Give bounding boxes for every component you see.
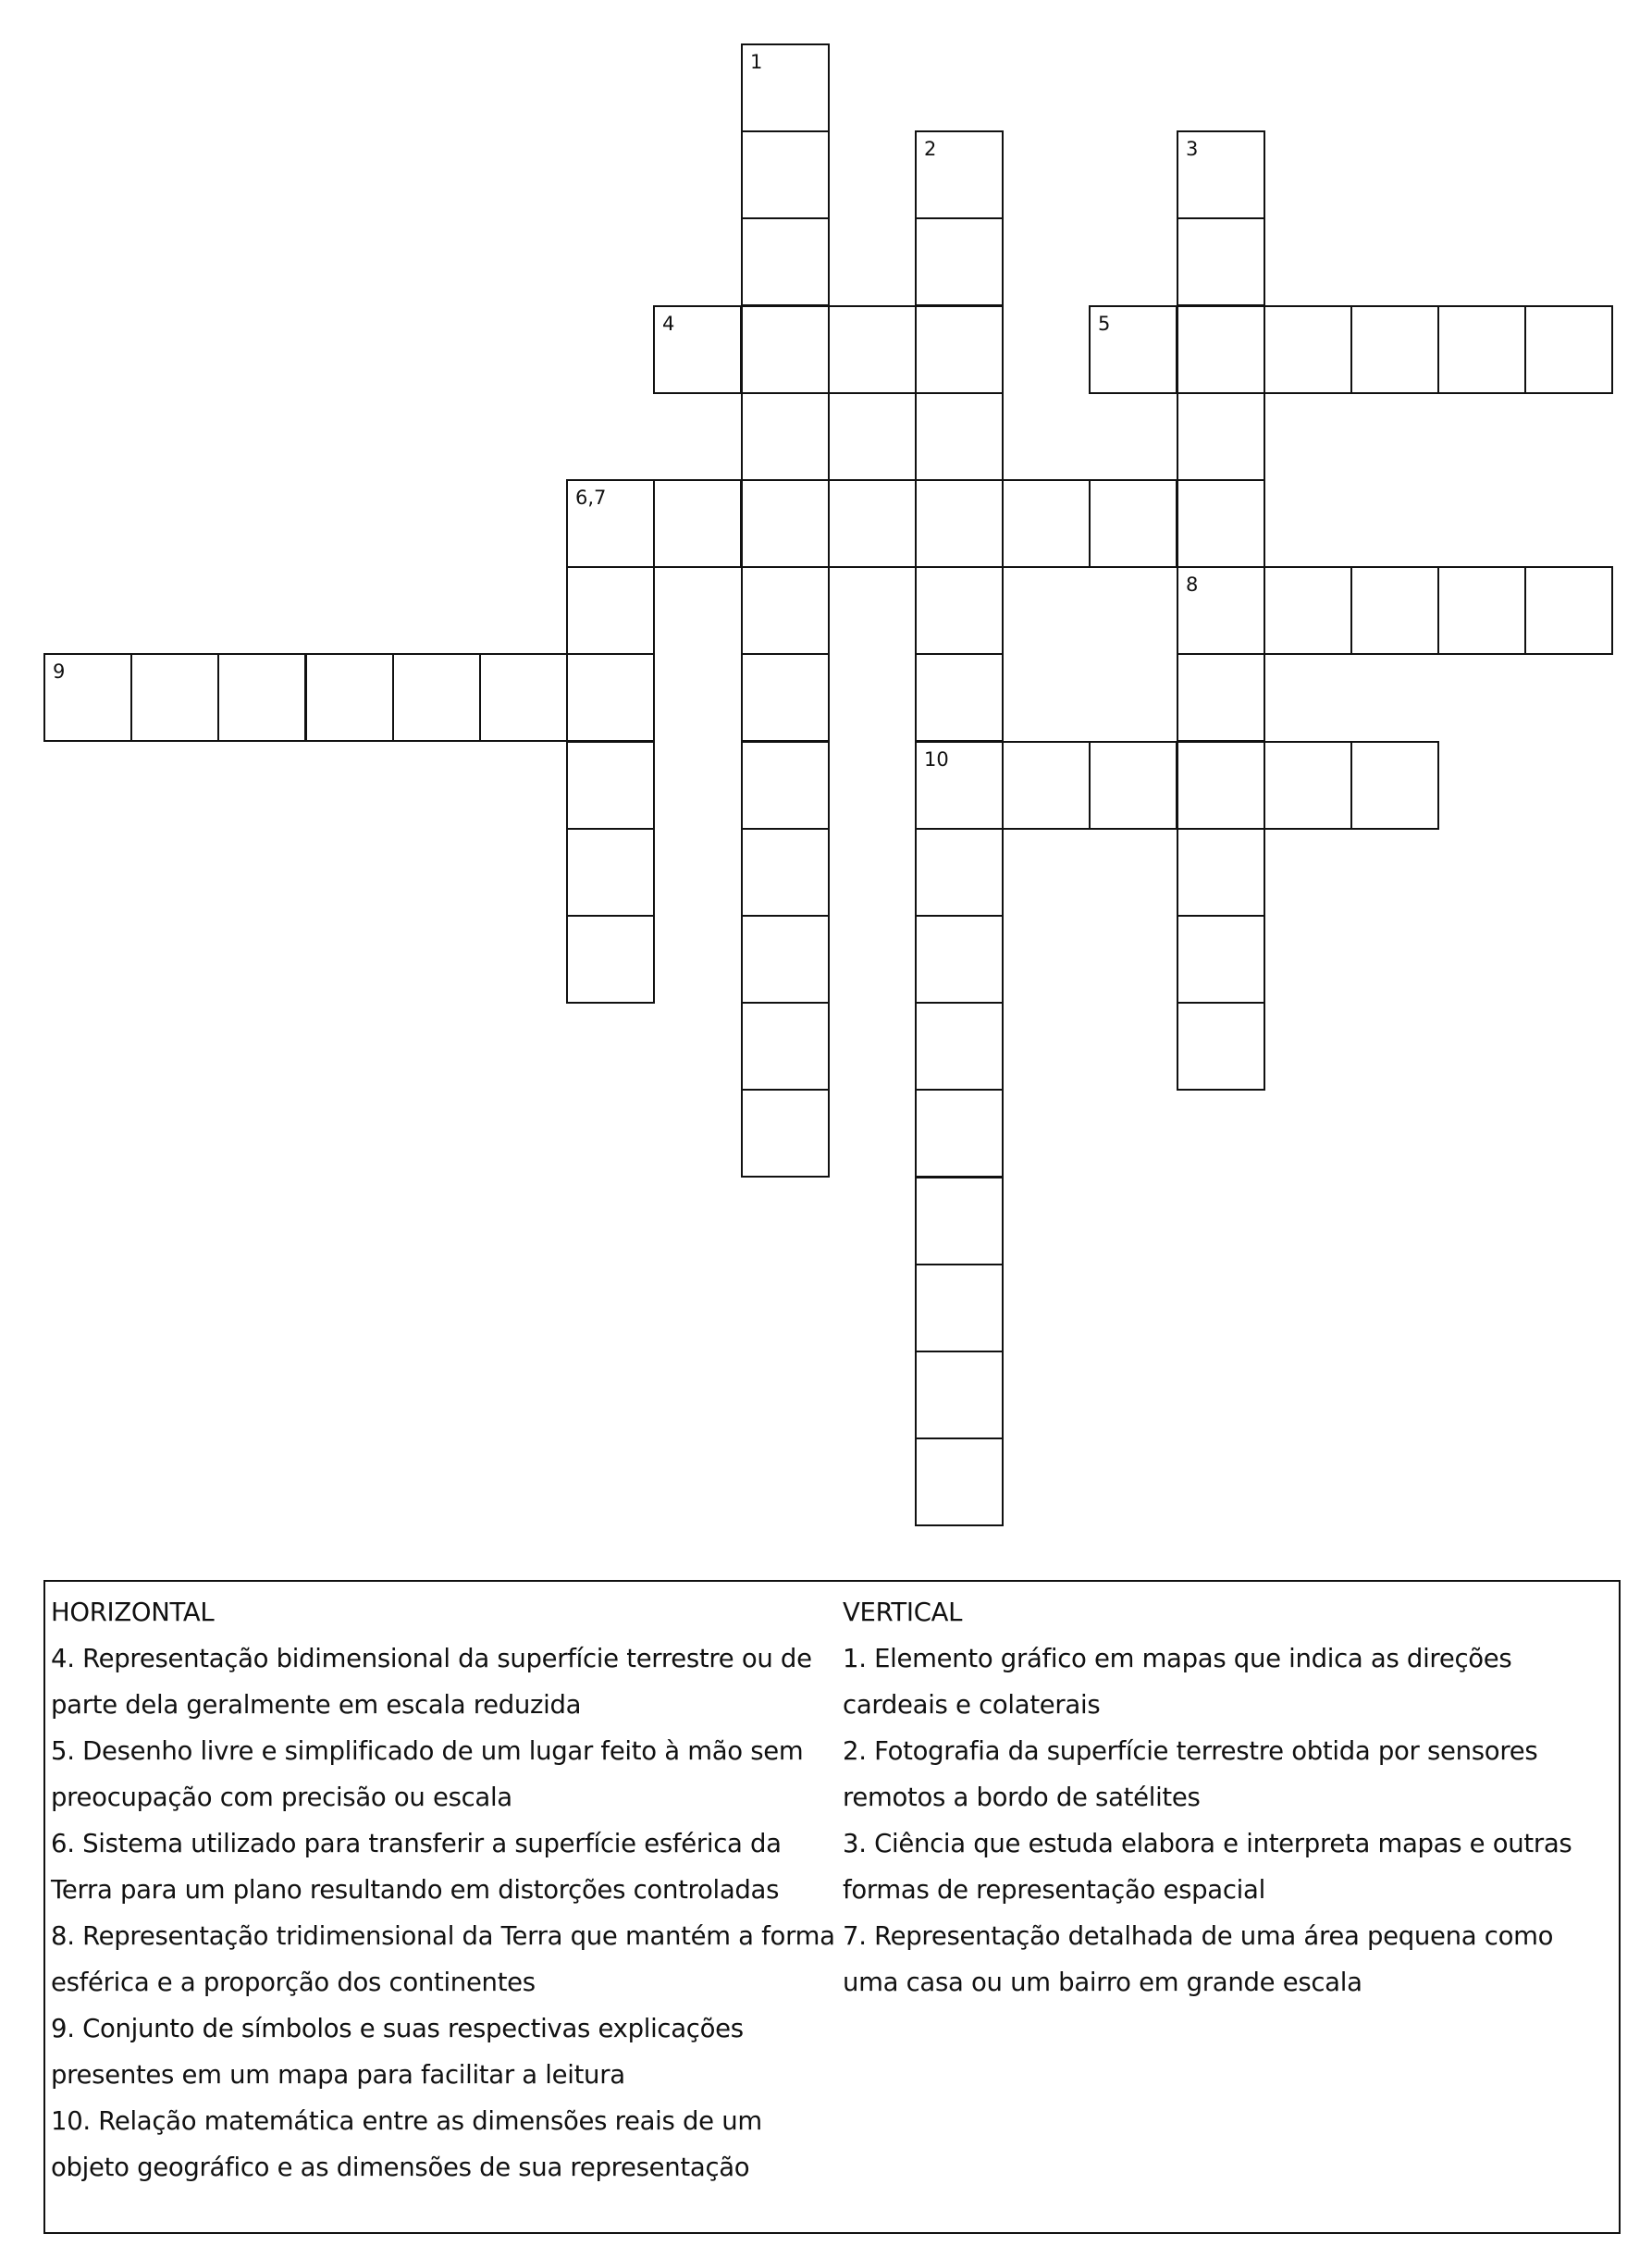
grid-cell[interactable] (915, 217, 1004, 306)
grid-cell[interactable] (130, 653, 219, 742)
clue-number: 2 (924, 138, 937, 160)
grid-cell[interactable] (1264, 741, 1352, 830)
grid-cell[interactable] (915, 1264, 1004, 1352)
grid-cell[interactable] (1089, 305, 1177, 394)
grid-cell[interactable] (915, 392, 1004, 481)
grid-cell[interactable] (1177, 828, 1265, 917)
clue-v-2: 2. Fotografia da superfície terrestre obtida por sensores remotos a bordo de satélites (843, 1736, 1538, 1812)
grid-cell[interactable] (1524, 305, 1613, 394)
clue-v-7: 7. Representação detalhada de uma área pequena como uma casa ou um bairro em grande escala (843, 1921, 1554, 1997)
grid-cell[interactable] (1002, 741, 1091, 830)
grid-cell[interactable] (1350, 566, 1439, 655)
grid-cell[interactable] (1089, 479, 1177, 568)
grid-cell[interactable] (653, 479, 742, 568)
grid-cell[interactable] (1177, 566, 1265, 655)
clue-number: 8 (1186, 574, 1199, 596)
clue-v-3: 3. Ciência que estuda elabora e interpreta mapas e outras formas de representação espacial (843, 1829, 1572, 1905)
grid-cell[interactable] (741, 1089, 830, 1178)
grid-cell[interactable] (915, 130, 1004, 219)
grid-cell[interactable] (1177, 392, 1265, 481)
grid-cell[interactable] (1524, 566, 1613, 655)
horizontal-heading: HORIZONTAL (51, 1598, 215, 1627)
clue-number: 4 (662, 313, 675, 335)
grid-cell[interactable] (915, 1002, 1004, 1091)
grid-cell[interactable] (305, 653, 394, 742)
grid-cell[interactable] (741, 566, 830, 655)
grid-cell[interactable] (915, 1437, 1004, 1526)
clue-h-5: 5. Desenho livre e simplificado de um lugar feito à mão sem preocupação com precisão ou escala (51, 1736, 804, 1812)
grid-cell[interactable] (566, 915, 655, 1004)
clue-h-4: 4. Representação bidimensional da superfície terrestre ou de parte dela geralmente em escala reduzida (51, 1644, 812, 1720)
grid-cell[interactable] (741, 653, 830, 742)
grid-cell[interactable] (1350, 305, 1439, 394)
grid-cell[interactable] (653, 305, 742, 394)
grid-cell[interactable] (915, 741, 1004, 830)
grid-cell[interactable] (1177, 653, 1265, 742)
clue-number: 9 (53, 660, 66, 683)
grid-cell[interactable] (43, 653, 132, 742)
vertical-heading: VERTICAL (843, 1598, 963, 1627)
clue-number: 1 (750, 51, 763, 73)
grid-cell[interactable] (741, 392, 830, 481)
grid-cell[interactable] (915, 1089, 1004, 1178)
grid-cell[interactable] (566, 741, 655, 830)
grid-cell[interactable] (741, 741, 830, 830)
grid-cell[interactable] (392, 653, 481, 742)
clue-h-9: 9. Conjunto de símbolos e suas respectivas explicações presentes em um mapa para facilitar a leitura (51, 2014, 744, 2090)
grid-cell[interactable] (915, 1177, 1004, 1265)
grid-cell[interactable] (566, 653, 655, 742)
grid-cell[interactable] (1437, 305, 1526, 394)
grid-cell[interactable] (566, 479, 655, 568)
grid-cell[interactable] (915, 1351, 1004, 1439)
grid-cell[interactable] (1089, 741, 1177, 830)
grid-cell[interactable] (741, 1002, 830, 1091)
grid-cell[interactable] (1177, 479, 1265, 568)
clues-vertical (843, 1589, 1616, 2005)
grid-cell[interactable] (915, 828, 1004, 917)
clue-h-8: 8. Representação tridimensional da Terra que mantém a forma esférica e a proporção dos continentes (51, 1921, 835, 1997)
grid-cell[interactable] (566, 828, 655, 917)
grid-cell[interactable] (915, 305, 1004, 394)
clues-horizontal (51, 1589, 837, 2190)
grid-cell[interactable] (566, 566, 655, 655)
clue-number: 6,7 (575, 487, 607, 509)
grid-cell[interactable] (828, 479, 917, 568)
grid-cell[interactable] (828, 305, 917, 394)
grid-cell[interactable] (741, 479, 830, 568)
grid-cell[interactable] (741, 828, 830, 917)
grid-cell[interactable] (1177, 1002, 1265, 1091)
grid-cell[interactable] (1002, 479, 1091, 568)
grid-cell[interactable] (915, 479, 1004, 568)
grid-cell[interactable] (1264, 566, 1352, 655)
grid-cell[interactable] (217, 653, 306, 742)
grid-cell[interactable] (1177, 130, 1265, 219)
grid-cell[interactable] (1437, 566, 1526, 655)
clue-h-6: 6. Sistema utilizado para transferir a superfície esférica da Terra para um plano resultando em distorções controladas (51, 1829, 782, 1905)
grid-cell[interactable] (1350, 741, 1439, 830)
grid-cell[interactable] (479, 653, 568, 742)
clue-number: 3 (1186, 138, 1199, 160)
grid-cell[interactable] (1177, 741, 1265, 830)
grid-cell[interactable] (1177, 305, 1265, 394)
grid-cell[interactable] (915, 653, 1004, 742)
grid-cell[interactable] (741, 130, 830, 219)
grid-cell[interactable] (741, 915, 830, 1004)
clue-v-1: 1. Elemento gráfico em mapas que indica as direções cardeais e colaterais (843, 1644, 1512, 1720)
grid-cell[interactable] (915, 566, 1004, 655)
grid-cell[interactable] (741, 43, 830, 132)
grid-cell[interactable] (741, 305, 830, 394)
grid-cell[interactable] (1264, 305, 1352, 394)
grid-cell[interactable] (1177, 915, 1265, 1004)
grid-cell[interactable] (915, 915, 1004, 1004)
grid-cell[interactable] (741, 217, 830, 306)
grid-cell[interactable] (1177, 217, 1265, 306)
clue-h-10: 10. Relação matemática entre as dimensões reais de um objeto geográfico e as dimensões de sua representação (51, 2106, 762, 2182)
clue-number: 10 (924, 748, 949, 771)
clue-number: 5 (1098, 313, 1111, 335)
clues-box (43, 1580, 1621, 2234)
